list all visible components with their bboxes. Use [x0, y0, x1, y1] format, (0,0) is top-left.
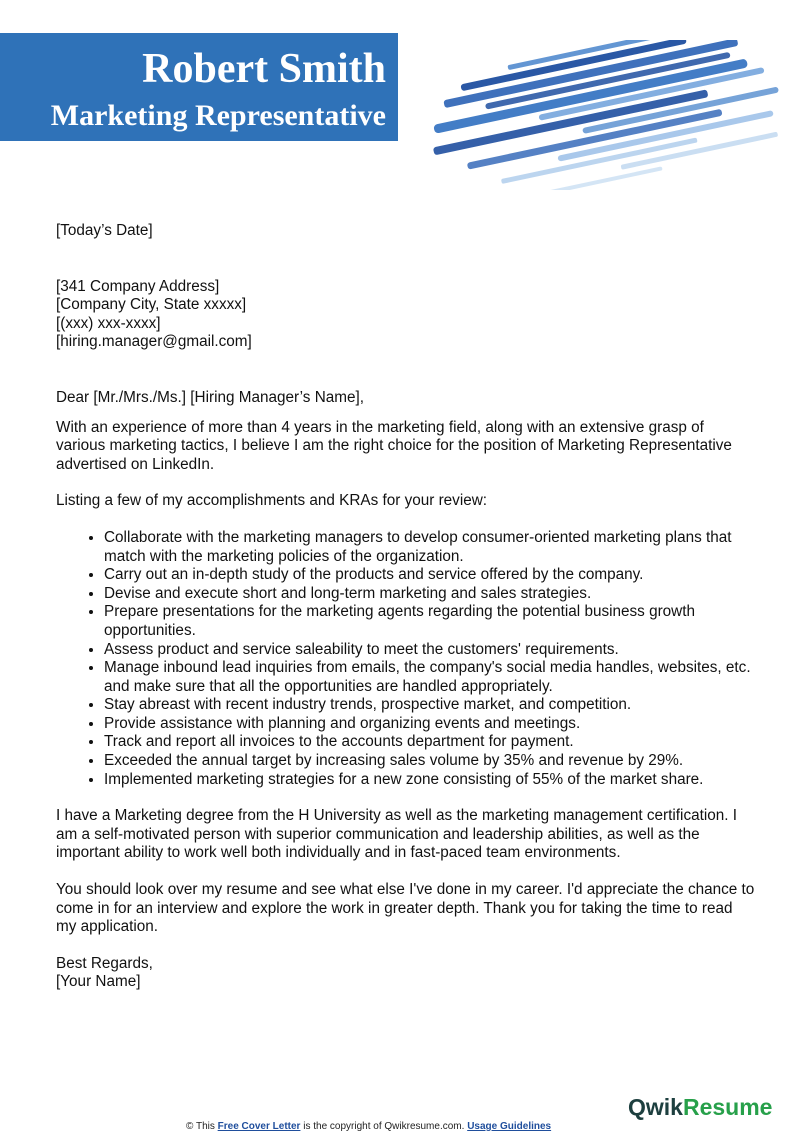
list-intro: Listing a few of my accomplishments and KRAs for your review:: [56, 492, 488, 510]
closing-paragraph: You should look over my resume and see what else I've done in my career. I'd appreciate the chance to come in for an interview and explore the work in greater depth. Thank you for taking the time to read my application.: [56, 881, 755, 936]
footer-middle: is the copyright of Qwikresume.com.: [303, 1121, 465, 1132]
list-item: • Collaborate with the marketing managers to develop consumer-oriented marketing plans that match with the marketing policies of the organization.: [104, 529, 756, 566]
recipient-address: [56, 278, 756, 352]
list-item: • Assess product and service saleability to meet the customers' requirements.: [104, 641, 756, 660]
applicant-name: Robert Smith: [142, 46, 386, 92]
address-line: [(xxx) xxx-xxxx]: [56, 314, 161, 332]
list-item: • Carry out an in-depth study of the products and service offered by the company.: [104, 566, 756, 585]
list-item: • Manage inbound lead inquiries from emails, the company's social media handles, websites, etc. and make sure that all the opportunities are handled appropriately.: [104, 659, 756, 696]
closing-phrase: Best Regards,: [56, 954, 153, 972]
address-line: [Company City, State xxxxx]: [56, 296, 247, 314]
signature-name: [Your Name]: [56, 973, 141, 991]
accomplishments-list: [56, 529, 756, 789]
applicant-title: Marketing Representative: [50, 99, 386, 132]
logo-part-resume: Resume: [682, 1094, 773, 1120]
list-item: • Exceeded the annual target by increasing sales volume by 35% and revenue by 29%.: [104, 752, 756, 771]
qwikresume-logo[interactable]: [628, 1094, 772, 1121]
footer-prefix: © This: [186, 1121, 215, 1132]
free-cover-letter-link[interactable]: Free Cover Letter: [217, 1121, 301, 1132]
letter-body: [56, 222, 756, 992]
usage-guidelines-link[interactable]: Usage Guidelines: [467, 1121, 552, 1132]
decorative-stripes: [430, 40, 790, 190]
list-item: • Provide assistance with planning and organizing events and meetings.: [104, 715, 756, 734]
list-item: • Track and report all invoices to the accounts department for payment.: [104, 733, 756, 752]
list-item: • Devise and execute short and long-term marketing and sales strategies.: [104, 585, 756, 604]
logo-part-qwik: Qwik: [628, 1094, 683, 1120]
copyright-footer: [186, 1121, 551, 1133]
intro-paragraph: With an experience of more than 4 years in the marketing field, along with an extensive grasp of various marketing tactics, I believe I am the right choice for the position of Marketing Representative advertised on LinkedIn.: [56, 418, 732, 473]
list-item: • Stay abreast with recent industry trends, prospective market, and competition.: [104, 696, 756, 715]
list-item: • Prepare presentations for the marketing agents regarding the potential business growth opportunities.: [104, 603, 756, 640]
list-item: • Implemented marketing strategies for a new zone consisting of 55% of the market share.: [104, 771, 756, 790]
qualifications-paragraph: I have a Marketing degree from the H University as well as the marketing management certification. I am a self-motivated person with superior communication and leadership abilities, as well as the important ability to work well both individually and in fast-paced team environments.: [56, 807, 738, 862]
address-line: [hiring.manager@gmail.com]: [56, 333, 252, 351]
letter-date: [Today’s Date]: [56, 222, 153, 239]
header-band: [0, 33, 398, 141]
salutation: Dear [Mr./Mrs./Ms.] [Hiring Manager’s Name],: [56, 388, 364, 406]
address-line: [341 Company Address]: [56, 277, 220, 295]
